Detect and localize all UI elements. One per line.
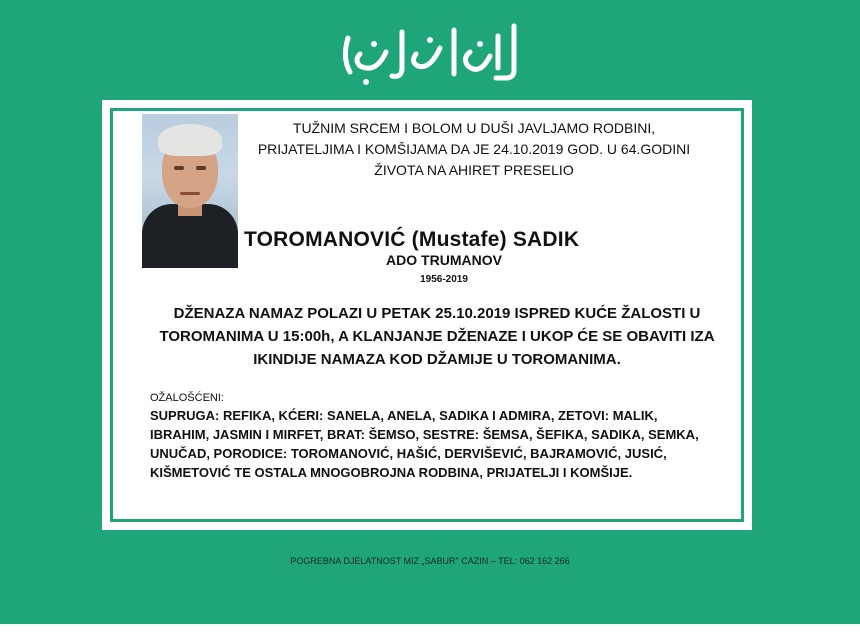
portrait-mouth bbox=[180, 192, 200, 195]
portrait-eye-right bbox=[196, 166, 206, 170]
portrait-photo bbox=[142, 114, 238, 268]
bottom-margin bbox=[0, 624, 860, 640]
mourners-label: OŽALOŠĆENI: bbox=[150, 392, 224, 404]
announcement-intro: TUŽNIM SRCEM I BOLOM U DUŠI JAVLJAMO RODBINI, PRIJATELJIMA I KOMŠIJAMA DA JE 24.10.2019 GOD. U 64.GODINI ŽIVOTA NA AHIRET PRESELIO bbox=[257, 120, 691, 178]
deceased-name: TOROMANOVIĆ (Mustafe) SADIK bbox=[244, 228, 580, 251]
arabic-calligraphy-logo bbox=[330, 18, 530, 90]
mourners-list: SUPRUGA: REFIKA, KĆERI: SANELA, ANELA, SADIKA I ADMIRA, ZETOVI: MALIK, IBRAHIM, JASMIN I MIRFET, BRAT: ŠEMSO, SESTRE: ŠEMSA, ŠEFIKA, SADIKA, SEMKA, UNUČAD, PORODICE: TOROMANOVIĆ, HAŠIĆ, DERVIŠEVIĆ, BAJRAMOVIĆ, JUSIĆ, KIŠMETOVIĆ TE OSTALA MNOGOBROJNA RODBINA, PRIJATELJI I KOMŠIJE. bbox=[150, 408, 699, 480]
deceased-nickname: ADO TRUMANOV bbox=[386, 252, 502, 268]
portrait-hair bbox=[158, 124, 222, 156]
funeral-prayer-details: DŽENAZA NAMAZ POLAZI U PETAK 25.10.2019 ISPRED KUĆE ŽALOSTI U TOROMANIMA U 15:00h, A KLANJANJE DŽENAZE I UKOP ĆE SE OBAVITI IZA IKINDIJE NAMAZA KOD DŽAMIJE U TOROMANIMA. bbox=[159, 305, 715, 368]
funeral-service-footer: POGREBNA DJELATNOST MIZ „SABUR" CAZIN – TEL: 062 162 266 bbox=[290, 556, 570, 566]
portrait-eye-left bbox=[174, 166, 184, 170]
life-years: 1956-2019 bbox=[420, 274, 468, 285]
